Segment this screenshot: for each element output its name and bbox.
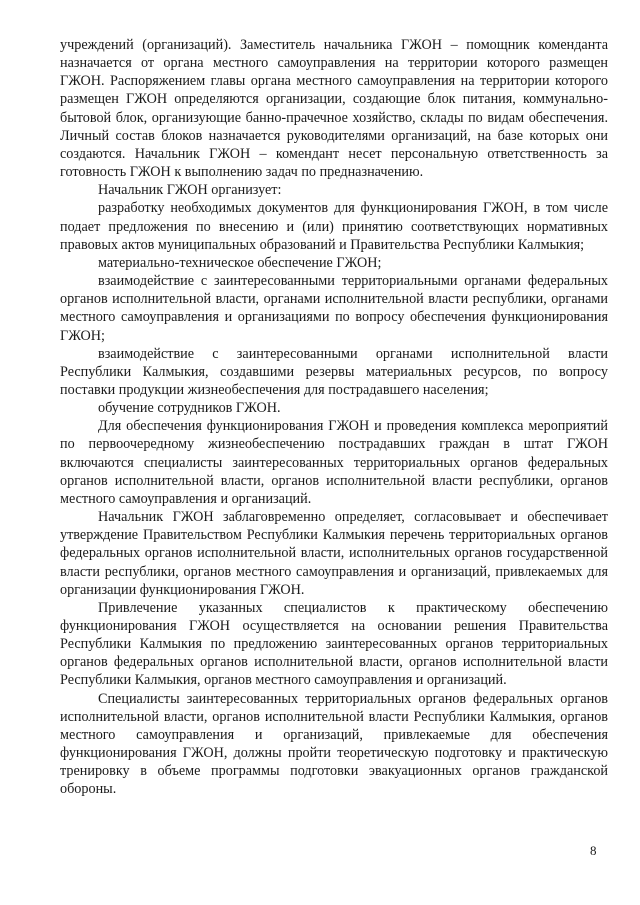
paragraph-approval-list: Начальник ГЖОН заблаговременно определяет, согласовывает и обеспечивает утверждение Правительством Республики Калмыкия перечень территориальных органов федеральных органов исполнительной власти, исполнительных органов государственной власти республики, органов местного самоуправления и организаций, привлекаемых для организации функционирования ГЖОН. bbox=[60, 509, 608, 598]
paragraph-involvement: Привлечение указанных специалистов к практическому обеспечению функционирования ГЖОН осуществляется на основании решения Правительства Республики Калмыкия по предложению заинтересованных органов территориальных органов федеральных органов исполнительной власти, органов исполнительной власти Республики Калмыкия, органов местного самоуправления и организаций. bbox=[60, 599, 608, 689]
page-number: 8 bbox=[590, 843, 597, 858]
document-page bbox=[60, 36, 608, 799]
paragraph-specialists-training: Специалисты заинтересованных территориальных органов федеральных органов исполнительной власти, органов исполнительной власти Республики Калмыкия, органов местного самоуправления и организаций, привлекаемые для обеспечения функционирования ГЖОН, должны пройти теоретическую подготовку и практическую тренировку в объеме программы подготовки эвакуационных органов гражданской обороны. bbox=[60, 690, 608, 798]
list-item-interaction-territorial: взаимодействие с заинтересованными территориальными органами федеральных органов исполнительной власти, органами исполнительной власти республики, органами местного самоуправления и организациями по вопросу обеспечения функционирования ГЖОН; bbox=[60, 273, 608, 344]
list-item-material-support: материально-техническое обеспечение ГЖОН; bbox=[98, 254, 382, 271]
list-item-documents: разработку необходимых документов для функционирования ГЖОН, в том числе подает предложения по внесению и (или) принятию соответствующих нормативных правовых актов муниципальных образований и Правительства Республики Калмыкия; bbox=[60, 200, 608, 253]
list-item-training: обучение сотрудников ГЖОН. bbox=[98, 400, 281, 417]
paragraph-staff-specialists: Для обеспечения функционирования ГЖОН и проведения комплекса мероприятий по первоочередному жизнеобеспечению пострадавших граждан в штат ГЖОН включаются специалисты заинтересованных территориальных органов федеральных органов исполнительной власти, органов исполнительной власти республики, органов местного самоуправления и организаций. bbox=[60, 418, 608, 507]
list-item-interaction-reserves: взаимодействие с заинтересованными органами исполнительной власти Республики Калмыкия, создавшими резервы материальных ресурсов, по вопросу поставки продукции жизнеобеспечения для пострадавшего населения; bbox=[60, 345, 608, 398]
paragraph-organizes-heading: Начальник ГЖОН организует: bbox=[98, 182, 282, 199]
paragraph-intro-continuation: учреждений (организаций). Заместитель начальника ГЖОН – помощник коменданта назначается от органа местного самоуправления на территории которого размещен ГЖОН. Распоряжением главы органа местного самоуправления на территории которого размещен ГЖОН определяются организации, создающие блок питания, коммунально-бытовой блок, организующие банно-прачечное хозяйство, склады по видам обеспечения. Личный состав блоков назначается руководителями организаций, на базе которых они создаются. Начальник ГЖОН – комендант несет персональную ответственность за готовность ГЖОН к выполнению задач по предназначению. bbox=[60, 37, 608, 181]
